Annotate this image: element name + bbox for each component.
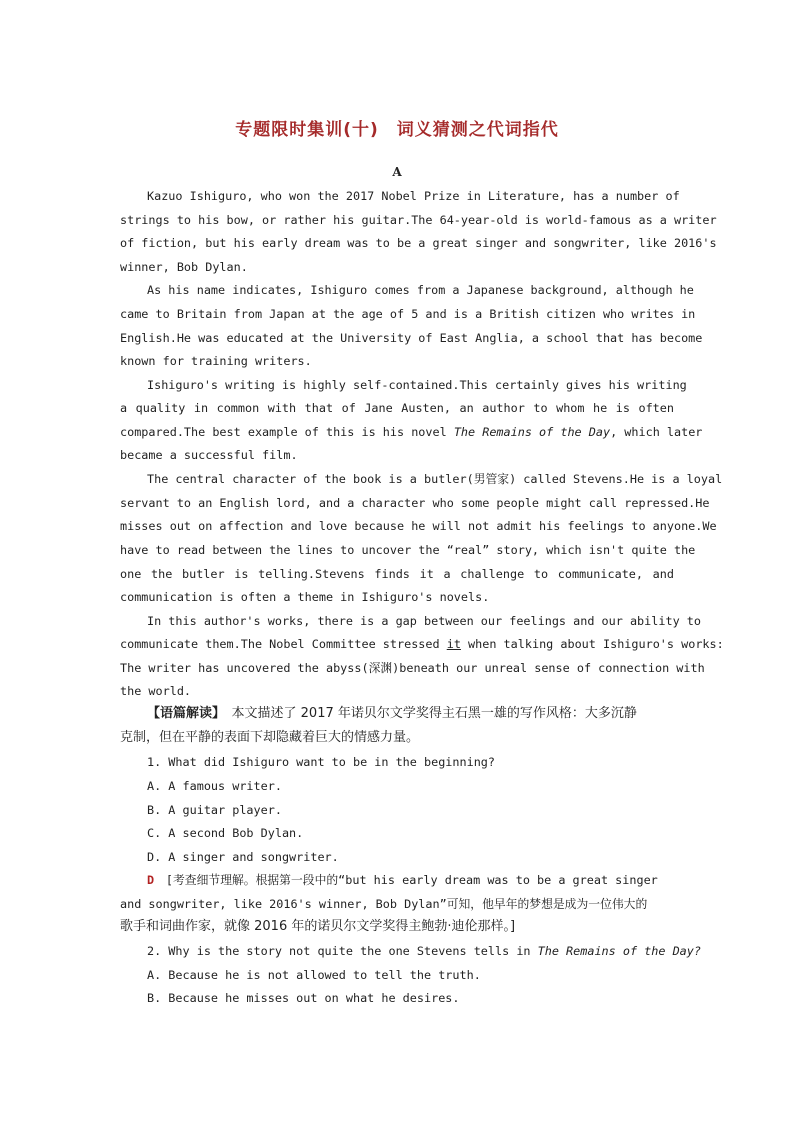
answer-letter: D xyxy=(147,873,155,887)
passage-label: A xyxy=(392,165,402,179)
question-stem: 1. What did Ishiguro want to be in the beginning? xyxy=(147,755,496,769)
question-text: 2. Why is the story not quite the one Stevens tells in xyxy=(147,944,538,958)
explanation-text: [考查细节理解。根据第一段中的“but his early dream was to be a great singer xyxy=(154,873,658,887)
option-b: B. Because he misses out on what he desires. xyxy=(147,991,460,1005)
option-a: A. Because he is not allowed to tell the truth. xyxy=(147,968,481,982)
passage-line: The writer has uncovered the abyss(深渊)beneath our unreal sense of connection with xyxy=(120,661,705,675)
option-b: B. A guitar player. xyxy=(147,803,282,817)
passage-line: the world. xyxy=(120,684,192,698)
analysis-tag: 【语篇解读】 xyxy=(147,706,219,721)
passage-line: became a successful film. xyxy=(120,448,298,462)
passage-line: Ishiguro's writing is highly self-contained.This certainly gives his writing xyxy=(147,378,687,392)
underlined-pronoun: it xyxy=(446,637,461,651)
analysis-line xyxy=(147,704,674,724)
passage-line: a quality in common with that of Jane Austen, an author to whom he is often xyxy=(120,401,674,415)
analysis-text: 本文描述了 2017 年诺贝尔文学奖得主石黑一雄的写作风格：大多沉静 xyxy=(218,706,637,721)
explanation-line: 歌手和词曲作家，就像 2016 年的诺贝尔文学奖得主鲍勃·迪伦那样。] xyxy=(120,919,516,934)
passage-line: As his name indicates, Ishiguro comes from a Japanese background, although he xyxy=(147,283,694,297)
passage-line: of fiction, but his early dream was to be a great singer and songwriter, like 2016's xyxy=(120,236,717,250)
passage-line: winner, Bob Dylan. xyxy=(120,260,248,274)
passage-line xyxy=(120,422,703,442)
passage-line xyxy=(120,634,724,654)
option-a: A. A famous writer. xyxy=(147,779,282,793)
passage-line: came to Britain from Japan at the age of 5 and is a British citizen who writes in xyxy=(120,307,696,321)
passage-line: one the butler is telling.Stevens finds it a challenge to communicate, and xyxy=(120,567,674,581)
option-c: C. A second Bob Dylan. xyxy=(147,826,304,840)
line-text: when talking about Ishiguro's works: xyxy=(460,637,724,651)
explanation-line: and songwriter, like 2016's winner, Bob Dylan”可知，他早年的梦想是成为一位伟大的 xyxy=(120,897,648,911)
question-stem xyxy=(147,941,701,961)
passage-line: strings to his bow, or rather his guitar.The 64-year-old is world-famous as a writer xyxy=(120,213,717,227)
passage-line: communication is often a theme in Ishiguro's novels. xyxy=(120,590,490,604)
novel-title: The Remains of the Day? xyxy=(537,944,701,958)
page-title: 专题限时集训(十) 词义猜测之代词指代 xyxy=(235,120,559,140)
passage-line: In this author's works, there is a gap between our feelings and our ability to xyxy=(147,614,701,628)
explanation-line xyxy=(147,870,674,890)
passage-line: Kazuo Ishiguro, who won the 2017 Nobel Prize in Literature, has a number of xyxy=(147,189,680,203)
option-d: D. A singer and songwriter. xyxy=(147,850,339,864)
passage-line: servant to an English lord, and a character who some people might call repressed.He xyxy=(120,496,710,510)
passage-line: The central character of the book is a butler(男管家) called Stevens.He is a loyal xyxy=(147,472,723,486)
line-text: communicate them.The Nobel Committee stressed xyxy=(120,637,447,651)
line-text: compared.The best example of this is his novel xyxy=(120,425,454,439)
line-text: , which later xyxy=(610,425,703,439)
passage-line: have to read between the lines to uncover the “real” story, which isn't quite the xyxy=(120,543,696,557)
passage-line: known for training writers. xyxy=(120,354,312,368)
passage-line: misses out on affection and love because he will not admit his feelings to anyone.We xyxy=(120,519,717,533)
analysis-line: 克制，但在平静的表面下却隐藏着巨大的情感力量。 xyxy=(120,730,420,745)
passage-line: English.He was educated at the University of East Anglia, a school that has become xyxy=(120,331,703,345)
novel-title: The Remains of the Day xyxy=(453,425,611,439)
